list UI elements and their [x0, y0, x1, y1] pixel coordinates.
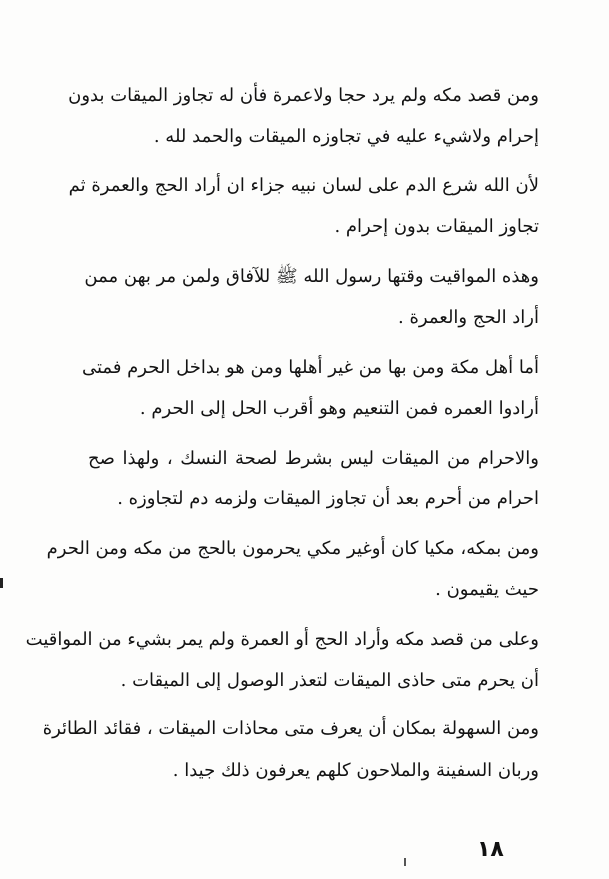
- text-line: ومن قصد مكه ولم يرد حجا ولاعمرة فأن له تجاوز الميقات بدون: [68, 85, 539, 106]
- text-line: وهذه المواقيت وقتها رسول الله ﷺ للآفاق ولمن مر بهن ممن: [84, 266, 539, 287]
- text-line: لأن الله شرع الدم على لسان نبيه جزاء ان أراد الحج والعمرة ثم: [68, 175, 539, 196]
- text-line: أما أهل مكة ومن بها من غير أهلها ومن هو بداخل الحرم فمتى: [82, 357, 539, 378]
- text-line: احرام من أحرم بعد أن تجاوز الميقات ولزمه دم لتجاوزه .: [117, 488, 539, 509]
- text-line: تجاوز الميقات بدون إحرام .: [334, 216, 539, 237]
- text-line: وعلى من قصد مكه وأراد الحج أو العمرة ولم يمر بشيء من المواقيت: [25, 629, 539, 650]
- text-line: وربان السفينة والملاحون كلهم يعرفون ذلك جيدا .: [172, 760, 539, 781]
- text-line: إحرام ولاشيء عليه في تجاوزه الميقات والحمد لله .: [153, 126, 539, 147]
- text-line: أرادوا العمره فمن التنعيم وهو أقرب الحل إلى الحرم .: [139, 398, 539, 419]
- text-line: أراد الحج والعمرة .: [398, 307, 539, 328]
- text-line: ومن بمكه، مكيا كان أوغير مكي يحرمون بالحج من مكه ومن الحرم: [46, 538, 539, 559]
- scan-speck: [404, 858, 406, 866]
- scan-edge-mark: [0, 578, 3, 588]
- text-line: حيث يقيمون .: [435, 579, 539, 600]
- page-number: ١٨: [477, 837, 504, 862]
- text-line: ومن السهولة بمكان أن يعرف متى محاذات الميقات ، فقائد الطائرة: [42, 718, 539, 739]
- text-line: أن يحرم متى حاذى الميقات لتعذر الوصول إلى الميقات .: [120, 670, 539, 691]
- text-line: والاحرام من الميقات ليس بشرط لصحة النسك ، ولهذا صح: [88, 448, 539, 469]
